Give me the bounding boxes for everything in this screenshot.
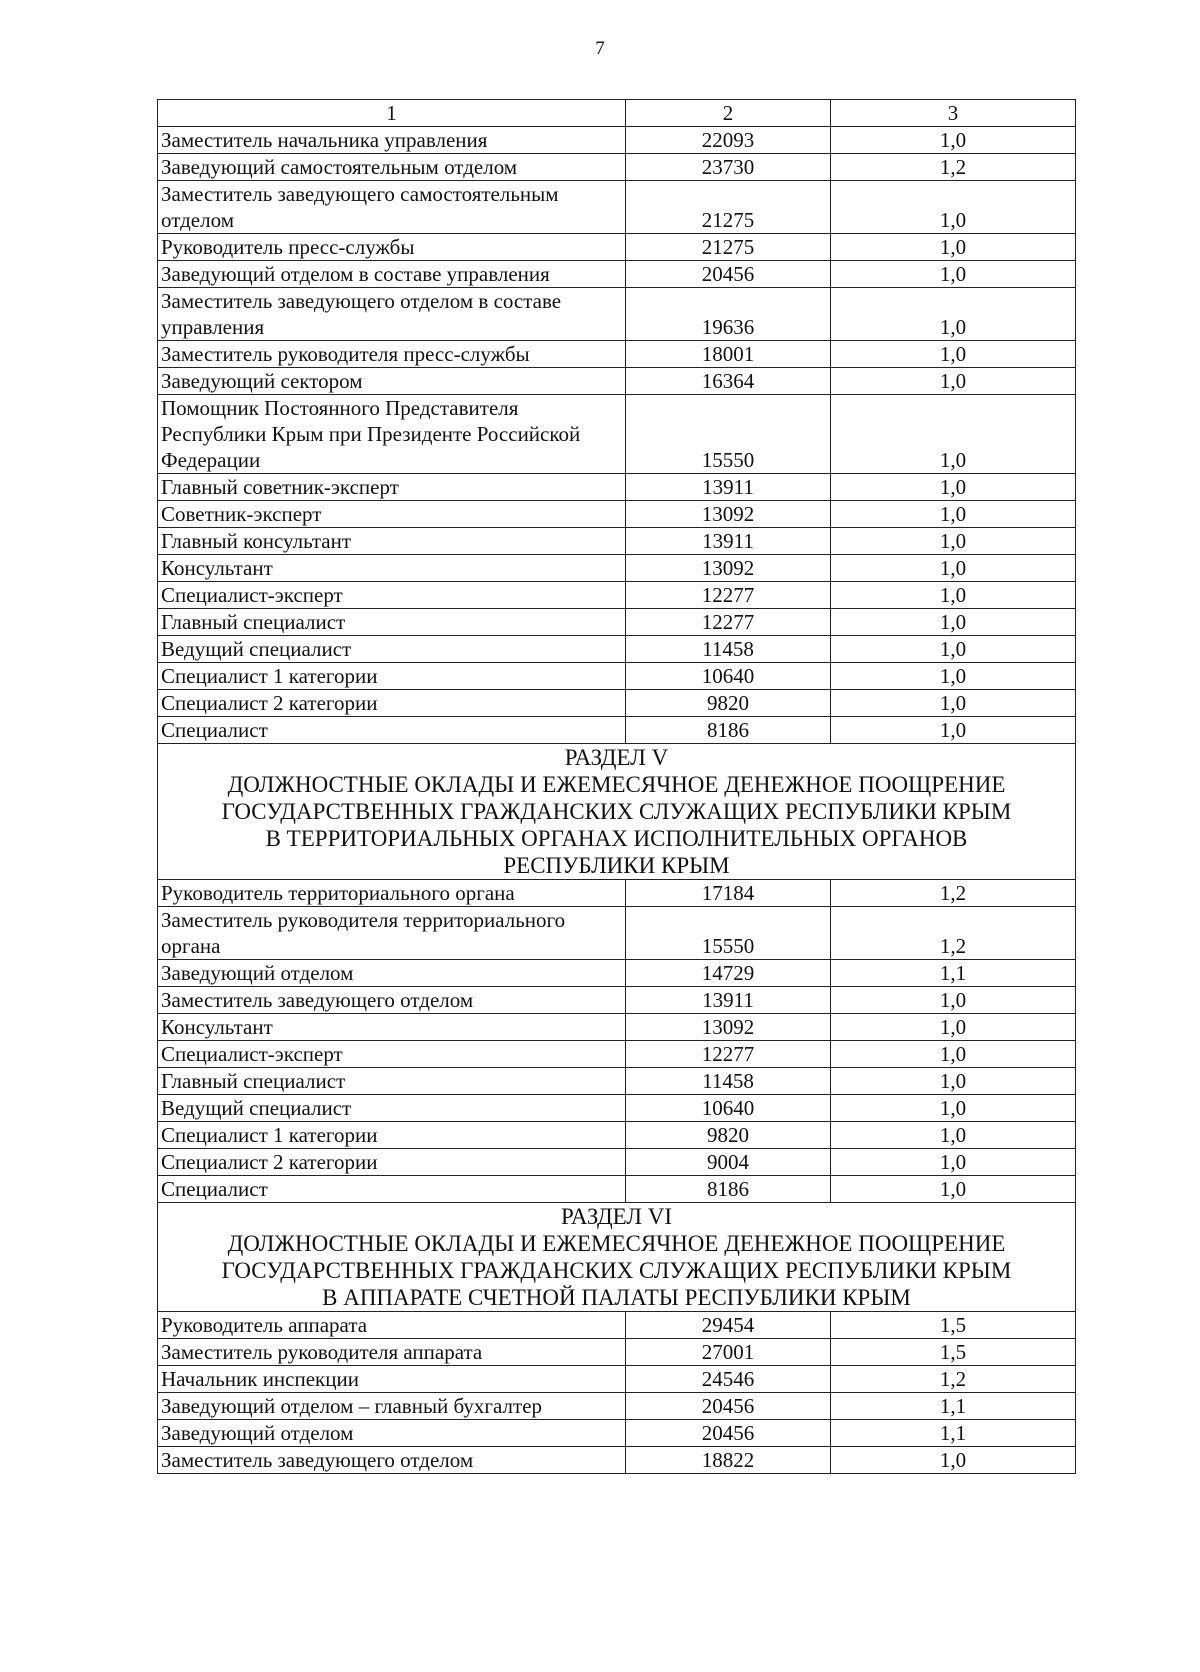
position-cell: Заведующий отделом — [158, 960, 626, 987]
section-header-row — [158, 744, 1076, 880]
salary-cell: 16364 — [626, 368, 831, 395]
salary-cell: 13911 — [626, 474, 831, 501]
coefficient-cell: 1,0 — [831, 555, 1076, 582]
section-subtitle-line: ГОСУДАРСТВЕННЫХ ГРАЖДАНСКИХ СЛУЖАЩИХ РЕСПУБЛИКИ КРЫМ — [221, 799, 1012, 824]
coefficient-cell: 1,0 — [831, 528, 1076, 555]
coefficient-cell: 1,0 — [831, 1122, 1076, 1149]
table-row — [158, 1068, 1076, 1095]
salary-cell: 23730 — [626, 154, 831, 181]
table-row — [158, 987, 1076, 1014]
table-row — [158, 555, 1076, 582]
table-row — [158, 1447, 1076, 1474]
table-header-row — [158, 100, 1076, 127]
position-cell: Ведущий специалист — [158, 1095, 626, 1122]
coefficient-cell: 1,0 — [831, 261, 1076, 288]
coefficient-cell: 1,5 — [831, 1339, 1076, 1366]
salary-table — [157, 99, 1076, 1474]
position-cell: Начальник инспекции — [158, 1366, 626, 1393]
position-cell: Специалист — [158, 717, 626, 744]
section-subtitle-line: ГОСУДАРСТВЕННЫХ ГРАЖДАНСКИХ СЛУЖАЩИХ РЕСПУБЛИКИ КРЫМ — [221, 1258, 1012, 1283]
table-row — [158, 690, 1076, 717]
column-header-1: 1 — [158, 100, 626, 127]
section-title: РАЗДЕЛ VI — [560, 1204, 673, 1229]
table-row — [158, 717, 1076, 744]
coefficient-cell: 1,0 — [831, 1176, 1076, 1203]
coefficient-cell: 1,2 — [831, 880, 1076, 907]
position-cell: Специалист 2 категории — [158, 690, 626, 717]
section-subtitle-line: РЕСПУБЛИКИ КРЫМ — [503, 853, 730, 878]
position-cell: Заместитель руководителя территориального органа — [158, 907, 626, 960]
salary-cell: 14729 — [626, 960, 831, 987]
coefficient-cell: 1,0 — [831, 341, 1076, 368]
page-number: 7 — [595, 38, 605, 59]
table-row — [158, 341, 1076, 368]
salary-cell: 24546 — [626, 1366, 831, 1393]
coefficient-cell: 1,1 — [831, 960, 1076, 987]
table-row — [158, 1393, 1076, 1420]
coefficient-cell: 1,1 — [831, 1420, 1076, 1447]
coefficient-cell: 1,2 — [831, 1366, 1076, 1393]
salary-cell: 10640 — [626, 1095, 831, 1122]
table-row — [158, 288, 1076, 341]
position-cell: Заведующий отделом — [158, 1420, 626, 1447]
table-row — [158, 1312, 1076, 1339]
salary-cell: 13092 — [626, 1014, 831, 1041]
position-cell: Консультант — [158, 1014, 626, 1041]
position-cell: Заместитель заведующего самостоятельным отделом — [158, 181, 626, 234]
table-row — [158, 1149, 1076, 1176]
position-cell: Заместитель заведующего отделом в составе управления — [158, 288, 626, 341]
salary-cell: 19636 — [626, 288, 831, 341]
coefficient-cell: 1,0 — [831, 987, 1076, 1014]
position-cell: Заместитель начальника управления — [158, 127, 626, 154]
salary-cell: 20456 — [626, 261, 831, 288]
position-cell: Заведующий сектором — [158, 368, 626, 395]
table-row — [158, 501, 1076, 528]
coefficient-cell: 1,0 — [831, 1149, 1076, 1176]
coefficient-cell: 1,0 — [831, 1095, 1076, 1122]
salary-cell: 21275 — [626, 181, 831, 234]
coefficient-cell: 1,0 — [831, 1447, 1076, 1474]
position-cell: Специалист 1 категории — [158, 1122, 626, 1149]
salary-cell: 9004 — [626, 1149, 831, 1176]
table-row — [158, 1176, 1076, 1203]
salary-cell: 22093 — [626, 127, 831, 154]
coefficient-cell: 1,0 — [831, 501, 1076, 528]
salary-cell: 17184 — [626, 880, 831, 907]
table-row — [158, 582, 1076, 609]
coefficient-cell: 1,0 — [831, 127, 1076, 154]
table-row — [158, 1041, 1076, 1068]
salary-cell: 29454 — [626, 1312, 831, 1339]
salary-cell: 11458 — [626, 1068, 831, 1095]
table-row — [158, 907, 1076, 960]
column-header-2: 2 — [626, 100, 831, 127]
position-cell: Заведующий самостоятельным отделом — [158, 154, 626, 181]
coefficient-cell: 1,0 — [831, 368, 1076, 395]
table-row — [158, 636, 1076, 663]
position-cell: Консультант — [158, 555, 626, 582]
coefficient-cell: 1,2 — [831, 907, 1076, 960]
section-title: РАЗДЕЛ V — [564, 745, 669, 770]
position-cell: Заместитель заведующего отделом — [158, 987, 626, 1014]
position-cell: Руководитель территориального органа — [158, 880, 626, 907]
table-row — [158, 663, 1076, 690]
salary-cell: 13911 — [626, 528, 831, 555]
coefficient-cell: 1,0 — [831, 717, 1076, 744]
table-row — [158, 880, 1076, 907]
table-row — [158, 1366, 1076, 1393]
position-cell: Главный специалист — [158, 1068, 626, 1095]
table-row — [158, 181, 1076, 234]
salary-cell: 13092 — [626, 555, 831, 582]
coefficient-cell: 1,0 — [831, 395, 1076, 474]
coefficient-cell: 1,0 — [831, 288, 1076, 341]
section-subtitle-line: ДОЛЖНОСТНЫЕ ОКЛАДЫ И ЕЖЕМЕСЯЧНОЕ ДЕНЕЖНОЕ ПООЩРЕНИЕ — [227, 1231, 1006, 1256]
salary-cell: 9820 — [626, 1122, 831, 1149]
coefficient-cell: 1,2 — [831, 154, 1076, 181]
position-cell: Специалист-эксперт — [158, 1041, 626, 1068]
table-row — [158, 1095, 1076, 1122]
position-cell: Заместитель заведующего отделом — [158, 1447, 626, 1474]
salary-cell: 13911 — [626, 987, 831, 1014]
position-cell: Заведующий отделом – главный бухгалтер — [158, 1393, 626, 1420]
table-row — [158, 1339, 1076, 1366]
table-row — [158, 234, 1076, 261]
coefficient-cell: 1,0 — [831, 582, 1076, 609]
coefficient-cell: 1,0 — [831, 1014, 1076, 1041]
position-cell: Заведующий отделом в составе управления — [158, 261, 626, 288]
salary-cell: 13092 — [626, 501, 831, 528]
table-row — [158, 1122, 1076, 1149]
table-row — [158, 960, 1076, 987]
salary-cell: 20456 — [626, 1393, 831, 1420]
column-header-3: 3 — [831, 100, 1076, 127]
position-cell: Главный консультант — [158, 528, 626, 555]
table-row — [158, 395, 1076, 474]
table-row — [158, 609, 1076, 636]
coefficient-cell: 1,0 — [831, 1068, 1076, 1095]
coefficient-cell: 1,5 — [831, 1312, 1076, 1339]
table-row — [158, 1420, 1076, 1447]
position-cell: Руководитель аппарата — [158, 1312, 626, 1339]
table-row — [158, 474, 1076, 501]
section-heading — [158, 1203, 1076, 1312]
salary-table-body — [158, 100, 1076, 1474]
section-subtitle-line: В АППАРАТЕ СЧЕТНОЙ ПАЛАТЫ РЕСПУБЛИКИ КРЫМ — [322, 1285, 911, 1310]
coefficient-cell: 1,0 — [831, 690, 1076, 717]
position-cell: Специалист 2 категории — [158, 1149, 626, 1176]
coefficient-cell: 1,0 — [831, 234, 1076, 261]
position-cell: Специалист — [158, 1176, 626, 1203]
coefficient-cell: 1,0 — [831, 636, 1076, 663]
position-cell: Помощник Постоянного Представителя Республики Крым при Президенте Российской Федерации — [158, 395, 626, 474]
salary-cell: 12277 — [626, 582, 831, 609]
coefficient-cell: 1,0 — [831, 181, 1076, 234]
position-cell: Специалист 1 категории — [158, 663, 626, 690]
table-row — [158, 127, 1076, 154]
salary-cell: 8186 — [626, 717, 831, 744]
salary-cell: 9820 — [626, 690, 831, 717]
section-heading — [158, 744, 1076, 880]
table-row — [158, 368, 1076, 395]
position-cell: Руководитель пресс-службы — [158, 234, 626, 261]
salary-cell: 12277 — [626, 609, 831, 636]
position-cell: Заместитель руководителя аппарата — [158, 1339, 626, 1366]
coefficient-cell: 1,0 — [831, 1041, 1076, 1068]
salary-cell: 15550 — [626, 395, 831, 474]
salary-cell: 27001 — [626, 1339, 831, 1366]
section-subtitle-line: В ТЕРРИТОРИАЛЬНЫХ ОРГАНАХ ИСПОЛНИТЕЛЬНЫХ ОРГАНОВ — [265, 826, 968, 851]
position-cell: Специалист-эксперт — [158, 582, 626, 609]
salary-cell: 12277 — [626, 1041, 831, 1068]
position-cell: Ведущий специалист — [158, 636, 626, 663]
position-cell: Советник-эксперт — [158, 501, 626, 528]
section-subtitle-line: ДОЛЖНОСТНЫЕ ОКЛАДЫ И ЕЖЕМЕСЯЧНОЕ ДЕНЕЖНОЕ ПООЩРЕНИЕ — [227, 772, 1006, 797]
section-header-row — [158, 1203, 1076, 1312]
salary-cell: 21275 — [626, 234, 831, 261]
salary-cell: 15550 — [626, 907, 831, 960]
position-cell: Главный специалист — [158, 609, 626, 636]
salary-cell: 10640 — [626, 663, 831, 690]
table-row — [158, 154, 1076, 181]
salary-cell: 8186 — [626, 1176, 831, 1203]
salary-cell: 11458 — [626, 636, 831, 663]
coefficient-cell: 1,0 — [831, 474, 1076, 501]
salary-cell: 18001 — [626, 341, 831, 368]
salary-cell: 20456 — [626, 1420, 831, 1447]
salary-cell: 18822 — [626, 1447, 831, 1474]
position-cell: Главный советник-эксперт — [158, 474, 626, 501]
coefficient-cell: 1,0 — [831, 663, 1076, 690]
table-row — [158, 528, 1076, 555]
table-row — [158, 1014, 1076, 1041]
coefficient-cell: 1,0 — [831, 609, 1076, 636]
table-row — [158, 261, 1076, 288]
coefficient-cell: 1,1 — [831, 1393, 1076, 1420]
position-cell: Заместитель руководителя пресс-службы — [158, 341, 626, 368]
